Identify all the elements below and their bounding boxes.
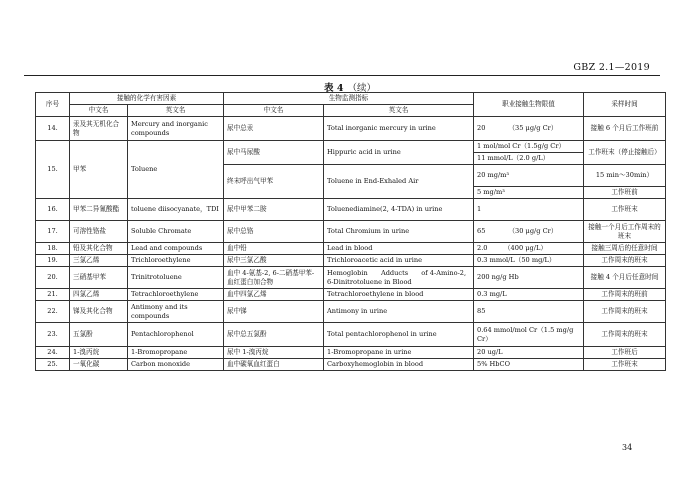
cell-limit: 20 （35 μg/g Cr） bbox=[474, 117, 584, 141]
cell-chem-en: Trichloroethylene bbox=[128, 255, 224, 267]
cell-chem-en: Toluene bbox=[128, 141, 224, 199]
cell-chem-cn: 三氯乙烯 bbox=[70, 255, 128, 267]
cell-chem-en: Carbon monoxide bbox=[128, 359, 224, 371]
col-header-chem-cn: 中文名 bbox=[70, 105, 128, 117]
cell-limit: 5 mg/m³ bbox=[474, 187, 584, 199]
cell-limit: 11 mmol/L（2.0 g/L） bbox=[474, 153, 584, 165]
cell-seq: 14. bbox=[36, 117, 70, 141]
col-header-seq: 序号 bbox=[36, 93, 70, 117]
cell-seq: 24. bbox=[36, 347, 70, 359]
cell-chem-cn: 锑及其化合物 bbox=[70, 301, 128, 323]
cell-time: 接触 6 个月后工作班前 bbox=[584, 117, 666, 141]
col-header-ind-cn: 中文名 bbox=[224, 105, 324, 117]
cell-ind-en: Trichloroacetic acid in urine bbox=[324, 255, 474, 267]
cell-ind-cn: 尿中锑 bbox=[224, 301, 324, 323]
cell-limit: 0.3 mg/L bbox=[474, 289, 584, 301]
cell-ind-en: Antimony in urine bbox=[324, 301, 474, 323]
header-row-1 bbox=[36, 93, 666, 105]
cell-ind-en: 1-Bromopropane in urine bbox=[324, 347, 474, 359]
cell-ind-en: Total pentachlorophenol in urine bbox=[324, 323, 474, 347]
table-row bbox=[36, 255, 666, 267]
cell-chem-en: toluene diisocyanate，TDI bbox=[128, 199, 224, 221]
cell-ind-en: Tetrachloroethylene in blood bbox=[324, 289, 474, 301]
cell-limit: 1 bbox=[474, 199, 584, 221]
cell-ind-cn: 尿中 1-溴丙烷 bbox=[224, 347, 324, 359]
cell-chem-en: Lead and compounds bbox=[128, 243, 224, 255]
cell-ind-cn: 尿中马尿酸 bbox=[224, 141, 324, 165]
table-row bbox=[36, 323, 666, 347]
cell-seq: 22. bbox=[36, 301, 70, 323]
table-row bbox=[36, 347, 666, 359]
cell-time: 接触 4 个月后任意时间 bbox=[584, 267, 666, 289]
cell-ind-en: Toluenediamine(2, 4-TDA) in urine bbox=[324, 199, 474, 221]
cell-time: 工作班末 bbox=[584, 359, 666, 371]
cell-seq: 20. bbox=[36, 267, 70, 289]
cell-chem-cn: 汞及其无机化合物 bbox=[70, 117, 128, 141]
cell-chem-cn: 三硝基甲苯 bbox=[70, 267, 128, 289]
cell-ind-cn: 尿中总铬 bbox=[224, 221, 324, 243]
cell-ind-cn: 血中碳氧血红蛋白 bbox=[224, 359, 324, 371]
col-header-chem-en: 英文名 bbox=[128, 105, 224, 117]
biomonitoring-table bbox=[35, 92, 666, 371]
cell-seq: 15. bbox=[36, 141, 70, 199]
document-code: GBZ 2.1—2019 bbox=[573, 62, 650, 73]
cell-chem-en: Pentachlorophenol bbox=[128, 323, 224, 347]
cell-ind-cn: 尿中三氯乙酸 bbox=[224, 255, 324, 267]
cell-ind-cn: 尿中总五氯酚 bbox=[224, 323, 324, 347]
cell-ind-cn: 终末呼出气甲苯 bbox=[224, 165, 324, 199]
table-title-continued: （续） bbox=[347, 83, 376, 94]
cell-ind-en: Hemoglobin Adducts of 4-Amino-2, 6-Dinitrotoluene in Blood bbox=[324, 267, 474, 289]
cell-limit: 65 （30 μg/g Cr） bbox=[474, 221, 584, 243]
cell-limit: 85 bbox=[474, 301, 584, 323]
cell-time: 工作班末（停止接触后） bbox=[584, 141, 666, 165]
cell-chem-cn: 五氯酚 bbox=[70, 323, 128, 347]
col-header-bio-group: 生物监测指标 bbox=[224, 93, 474, 105]
cell-ind-en: Total Chromium in urine bbox=[324, 221, 474, 243]
table-title-main: 表 4 bbox=[324, 83, 344, 94]
cell-limit: 0.64 mmol/mol Cr（1.5 mg/g Cr） bbox=[474, 323, 584, 347]
cell-ind-en: Lead in blood bbox=[324, 243, 474, 255]
col-header-limit: 职业接触生物限值 bbox=[474, 93, 584, 117]
header-rule bbox=[24, 75, 660, 76]
cell-seq: 21. bbox=[36, 289, 70, 301]
cell-limit: 200 ng/g Hb bbox=[474, 267, 584, 289]
cell-ind-cn: 血中四氯乙烯 bbox=[224, 289, 324, 301]
cell-chem-cn: 1-溴丙烷 bbox=[70, 347, 128, 359]
cell-limit: 20 ug/L bbox=[474, 347, 584, 359]
table-row bbox=[36, 301, 666, 323]
cell-chem-en: 1-Bromopropane bbox=[128, 347, 224, 359]
cell-time: 工作周末的班前 bbox=[584, 289, 666, 301]
col-header-contact-group: 接触的化学有害因素 bbox=[70, 93, 224, 105]
cell-chem-en: Antimony and its compounds bbox=[128, 301, 224, 323]
table-row bbox=[36, 359, 666, 371]
cell-chem-cn: 四氯乙烯 bbox=[70, 289, 128, 301]
cell-chem-en: Trinitrotoluene bbox=[128, 267, 224, 289]
cell-seq: 19. bbox=[36, 255, 70, 267]
cell-time: 工作周末的班末 bbox=[584, 301, 666, 323]
cell-seq: 17. bbox=[36, 221, 70, 243]
cell-limit: 2.0 （400 μg/L） bbox=[474, 243, 584, 255]
cell-limit: 1 mol/mol Cr（1.5g/g Cr） bbox=[474, 141, 584, 153]
cell-time: 15 min～30min） bbox=[584, 165, 666, 187]
cell-ind-en: Hippuric acid in urine bbox=[324, 141, 474, 165]
table-row bbox=[36, 221, 666, 243]
cell-time: 工作班末 bbox=[584, 199, 666, 221]
cell-seq: 16. bbox=[36, 199, 70, 221]
table-row bbox=[36, 243, 666, 255]
cell-seq: 18. bbox=[36, 243, 70, 255]
cell-ind-en: Toluene in End-Exhaled Air bbox=[324, 165, 474, 199]
cell-chem-cn: 甲苯 bbox=[70, 141, 128, 199]
cell-chem-en: Tetrachloroethylene bbox=[128, 289, 224, 301]
cell-time: 工作周末的班末 bbox=[584, 255, 666, 267]
cell-chem-cn: 甲苯二异氰酸酯 bbox=[70, 199, 128, 221]
cell-time: 接触一个月后工作周末的班末 bbox=[584, 221, 666, 243]
cell-time: 工作班前 bbox=[584, 187, 666, 199]
cell-chem-en: Mercury and inorganic compounds bbox=[128, 117, 224, 141]
cell-ind-cn: 血中铅 bbox=[224, 243, 324, 255]
cell-chem-cn: 一氧化碳 bbox=[70, 359, 128, 371]
col-header-time: 采样时间 bbox=[584, 93, 666, 117]
table-row bbox=[36, 141, 666, 153]
cell-ind-en: Carboxyhemoglobin in blood bbox=[324, 359, 474, 371]
table-row bbox=[36, 117, 666, 141]
cell-ind-cn: 血中 4-氨基-2, 6-二硝基甲苯-血红蛋白加合物 bbox=[224, 267, 324, 289]
cell-seq: 23. bbox=[36, 323, 70, 347]
cell-ind-en: Total inorganic mercury in urine bbox=[324, 117, 474, 141]
cell-time: 工作周末的班末 bbox=[584, 323, 666, 347]
page-number: 34 bbox=[622, 443, 633, 452]
cell-time: 工作班后 bbox=[584, 347, 666, 359]
cell-ind-cn: 尿中甲苯二胺 bbox=[224, 199, 324, 221]
cell-limit: 5% HbCO bbox=[474, 359, 584, 371]
cell-ind-cn: 尿中总汞 bbox=[224, 117, 324, 141]
cell-time: 接触三周后的任意时间 bbox=[584, 243, 666, 255]
table-row bbox=[36, 199, 666, 221]
cell-seq: 25. bbox=[36, 359, 70, 371]
cell-chem-en: Soluble Chromate bbox=[128, 221, 224, 243]
cell-chem-cn: 可溶性铬盐 bbox=[70, 221, 128, 243]
col-header-ind-en: 英文名 bbox=[324, 105, 474, 117]
cell-limit: 20 mg/m³ bbox=[474, 165, 584, 187]
cell-chem-cn: 铅及其化合物 bbox=[70, 243, 128, 255]
table-row bbox=[36, 267, 666, 289]
cell-limit: 0.3 mmol/L（50 mg/L） bbox=[474, 255, 584, 267]
table-row bbox=[36, 289, 666, 301]
